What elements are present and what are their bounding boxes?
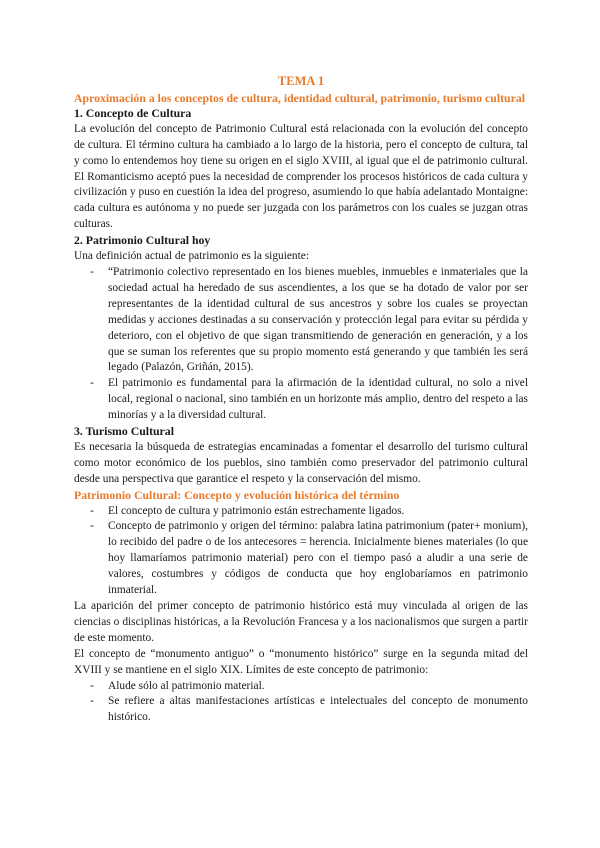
bullet-dash: - (90, 695, 94, 708)
list-item: - El patrimonio es fundamental para la afirmación de la identidad cultural, no solo a nivel local, regional o nacional, sino también en un horizonte más amplio, dentro del respeto a las minorías y a la diversidad cultural. (90, 377, 528, 422)
bullet-dash: - (90, 504, 94, 517)
section-1-heading: 1. Concepto de Cultura (74, 105, 192, 120)
list-item: - Alude sólo al patrimonio material. (74, 679, 528, 695)
document-title: TEMA 1 (277, 74, 325, 88)
document-subtitle: Aproximación a los conceptos de cultura, identidad cultural, patrimonio, turismo cultural (74, 90, 526, 105)
list-item: - El concepto de cultura y patrimonio están estrechamente ligados. (74, 504, 528, 520)
list-item: - Se refiere a altas manifestaciones artísticas e intelectuales del concepto de monumento histórico. (90, 695, 528, 724)
section-1-paragraph: La evolución del concepto de Patrimonio Cultural está relacionada con la evolución del concepto de cultura. El término cultura ha cambiado a lo largo de la historia, pero el concepto de cultura, tal y como lo entendemos hoy tiene su origen en el siglo XVIII, al igual que el de patrimonio cultural. El Romanticismo aceptó pues la necesidad de comprender los procesos históricos de cada cultura y civilización y puso en cuestión la idea del progreso, asumiendo lo que había adelantado Montaigne: cada cultura es autónoma y no puede ser juzgada con los parámetros con los cuales se juzgan otras culturas. (74, 122, 528, 231)
section-2-heading: 2. Patrimonio Cultural hoy (74, 233, 211, 248)
bullet-dash: - (90, 520, 94, 533)
list-item: - “Patrimonio colectivo representado en los bienes muebles, inmuebles e inmateriales que la sociedad actual ha heredado de sus ascendientes, a los que se ha dotado de valor por ser representantes de la identidad cultural de sus ancestros y sobre los cuales se proyectan medidas y acciones destinadas a su conservación y protección legal para evitar su pérdida y deterioro, con el objetivo de que sigan transmitiendo de generación en generación, y a los que se suman los referentes que su propio momento está generando y que también les será legado (Palazón, Griñán, 2015). (90, 265, 528, 374)
section-4-paragraph-2: El concepto de “monumento antiguo” o “monumento histórico” surge en la segunda mitad del XVIII y se mantiene en el siglo XIX. Límites de este concepto de patrimonio: (74, 647, 528, 676)
section-3-heading: 3. Turismo Cultural (74, 424, 174, 439)
section-3-paragraph: Es necesaria la búsqueda de estrategias encaminadas a fomentar el desarrollo del turismo cultural como motor económico de los pueblos, sino también como preservador del patrimonio cultural desde una perspectiva que garantice el respeto y la conservación del mismo. (74, 440, 528, 485)
list-item: - Concepto de patrimonio y origen del término: palabra latina patrimonium (pater+ monium), lo recibido del padre o de los antecesores = herencia. Inicialmente bienes materiales (lo que hoy llamaríamos patrimonio material) pero con el tiempo pasó a aludir a una serie de valores, costumbres y códigos de conducta que hoy englobaríamos en patrimonio inmaterial. (90, 520, 528, 597)
bullet-dash: - (90, 377, 94, 390)
section-2-list (74, 265, 528, 424)
bullet-dash: - (90, 265, 94, 278)
section-2-intro: Una definición actual de patrimonio es la siguiente: (74, 250, 310, 263)
document-page (74, 74, 528, 726)
section-4-list-2 (74, 679, 528, 727)
bullet-dash: - (90, 679, 94, 692)
section-4-paragraph-1: La aparición del primer concepto de patrimonio histórico está muy vinculada al origen de las ciencias o disciplinas históricas, a la Revolución Francesa y a los nacionalismos que surgen a partir de este momento. (74, 600, 528, 644)
section-4-list (74, 504, 528, 599)
section-4-heading: Patrimonio Cultural: Concepto y evolución histórica del término (74, 487, 400, 502)
